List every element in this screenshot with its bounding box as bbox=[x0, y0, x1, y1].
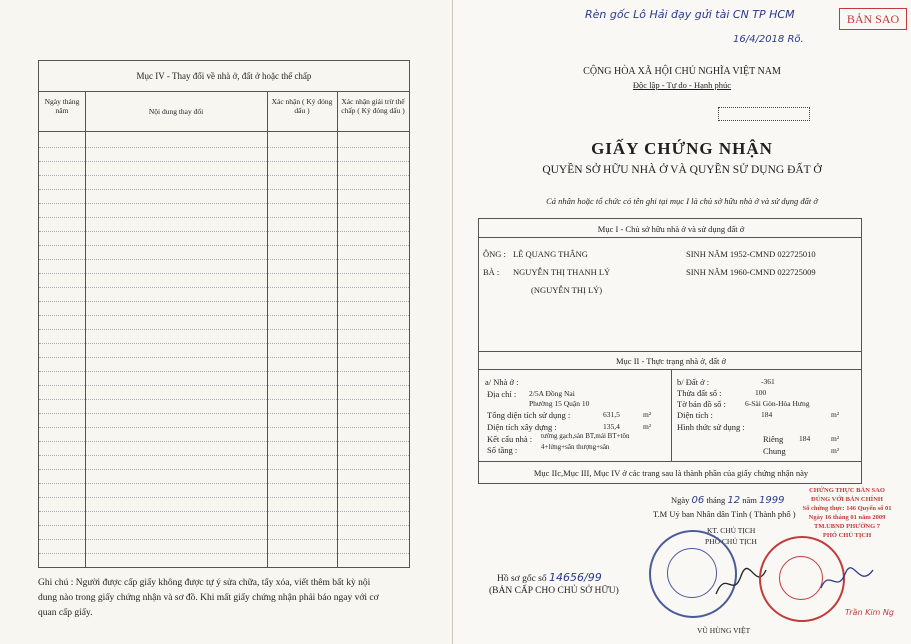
copy-stamp-line: PHÓ CHỦ TỊCH bbox=[822, 532, 872, 539]
total-area-value: 631,5 bbox=[603, 410, 620, 419]
signer-role2: PHÓ CHỦ TỊCH bbox=[705, 537, 757, 546]
signer-role1: KT. CHỦ TỊCH bbox=[707, 526, 756, 535]
land-area-label: Diện tích : bbox=[677, 410, 713, 420]
footer-note: Mục IIc,Mục III, Mục IV ở các trang sau là thành phần của giấy chứng nhận này bbox=[533, 468, 809, 478]
built-area-unit: m² bbox=[643, 422, 652, 431]
writing-rule bbox=[39, 399, 409, 400]
date-year: 1999 bbox=[759, 495, 785, 506]
owner1-info: SINH NĂM 1952-CMND 022725010 bbox=[686, 249, 816, 259]
built-area-label: Diện tích xây dựng : bbox=[487, 422, 557, 432]
writing-rule bbox=[39, 371, 409, 372]
issuer: T.M Uỷ ban Nhân dân Tỉnh ( Thành phố ) bbox=[653, 509, 796, 519]
shared-unit: m² bbox=[831, 446, 840, 455]
land-heading: b/ Đất ở : bbox=[677, 377, 710, 387]
writing-rule bbox=[39, 413, 409, 414]
address-line2: Phường 15 Quận 10 bbox=[529, 399, 590, 408]
copy-certification-stamp bbox=[785, 486, 909, 540]
use-label: Hình thức sử dụng : bbox=[677, 422, 745, 432]
land-area-value: 184 bbox=[761, 410, 773, 419]
file-number: 14656/99 bbox=[549, 571, 602, 584]
copy-signer: Trần Kim Ng bbox=[845, 608, 894, 617]
writing-rule bbox=[39, 301, 409, 302]
land-heading-value: -361 bbox=[761, 377, 775, 386]
writing-rule bbox=[39, 203, 409, 204]
writing-rule bbox=[39, 539, 409, 540]
col-mortgage-release: Xác nhận giải trừ thế chấp ( Ký đóng dấu ) bbox=[341, 97, 405, 115]
republic-header: CỘNG HÒA XÃ HỘI CHỦ NGHĨA VIỆT NAM bbox=[583, 66, 781, 77]
owner-info-box bbox=[478, 218, 862, 484]
writing-rule bbox=[39, 483, 409, 484]
cert-subtitle: QUYỀN SỞ HỮU NHÀ Ở VÀ QUYỀN SỬ DỤNG ĐẤT Ở bbox=[542, 164, 822, 176]
cert-title: GIẤY CHỨNG NHẬN bbox=[591, 139, 773, 158]
writing-rule bbox=[39, 385, 409, 386]
writing-rule bbox=[39, 455, 409, 456]
owner2-prefix: BÀ : bbox=[483, 267, 500, 277]
built-area-value: 135,4 bbox=[603, 422, 620, 431]
lot-label: Thửa đất số : bbox=[677, 388, 722, 398]
land-area-unit: m² bbox=[831, 410, 840, 419]
right-page bbox=[453, 0, 911, 644]
writing-rule bbox=[39, 273, 409, 274]
writing-rule bbox=[39, 231, 409, 232]
serial-box bbox=[718, 107, 810, 121]
structure-value: tường gạch,sàn BT,mái BT+tôn bbox=[541, 432, 630, 440]
writing-rule bbox=[39, 175, 409, 176]
note-line: Ghi chú : Người được cấp giấy không được tự ý sửa chữa, tẩy xóa, viết thêm bất kỳ nội bbox=[38, 578, 371, 588]
writing-rule bbox=[39, 343, 409, 344]
writing-rule bbox=[39, 497, 409, 498]
date-year-label: năm bbox=[742, 495, 757, 505]
note-line: dung nào trong giấy chứng nhận và sơ đồ. Khi mất giấy chứng nhận phải báo ngay với cơ bbox=[38, 593, 379, 603]
date-month: 12 bbox=[727, 495, 741, 506]
writing-rule bbox=[39, 357, 409, 358]
date-month-label: tháng bbox=[706, 495, 726, 505]
shared-label: Chung bbox=[763, 446, 786, 456]
floors-value: 4+lửng+sân thượng+sân bbox=[541, 443, 610, 451]
section-i-title: Mục I - Chủ sở hữu nhà ở và sử dụng đất ở bbox=[597, 224, 745, 234]
owner2-alias: (NGUYỄN THỊ LÝ) bbox=[531, 285, 603, 295]
col-confirm: Xác nhận ( Ký đóng dấu ) bbox=[271, 97, 333, 115]
left-page bbox=[0, 0, 453, 644]
handwritten-date: 16/4/2018 Rõ. bbox=[733, 34, 804, 45]
copy-stamp-line: CHỨNG THỰC BẢN SAO bbox=[809, 487, 885, 494]
date-prefix: Ngày bbox=[671, 495, 690, 505]
private-label: Riêng bbox=[763, 434, 784, 444]
writing-rule bbox=[39, 259, 409, 260]
file-number-row bbox=[497, 571, 602, 584]
owner2-info: SINH NĂM 1960-CMND 022725009 bbox=[686, 267, 816, 277]
house-heading: a/ Nhà ở : bbox=[485, 377, 519, 387]
col-date: Ngày tháng năm bbox=[44, 97, 80, 115]
signer-name: VŨ HÙNG VIỆT bbox=[697, 626, 751, 635]
writing-rule bbox=[39, 217, 409, 218]
writing-rule bbox=[39, 427, 409, 428]
writing-rule bbox=[39, 525, 409, 526]
copy-stamp-line: ĐÚNG VỚI BẢN CHÍNH bbox=[811, 496, 883, 503]
section-ii-title: Mục II - Thực trạng nhà ở, đất ở bbox=[616, 356, 726, 366]
lot-value: 100 bbox=[755, 388, 767, 397]
writing-rule bbox=[39, 315, 409, 316]
map-value: 6-Sài Gòn-Hòa Hưng bbox=[745, 399, 810, 408]
address-label: Địa chỉ : bbox=[487, 389, 517, 399]
private-unit: m² bbox=[831, 434, 840, 443]
copy-stamp-line: Số chứng thực: 146 Quyển số 01 bbox=[802, 505, 892, 512]
writing-rule bbox=[39, 245, 409, 246]
issue-date bbox=[671, 495, 785, 506]
writing-rule bbox=[39, 511, 409, 512]
owner1-prefix: ÔNG : bbox=[483, 249, 506, 259]
cert-intro: Cá nhân hoặc tổ chức có tên ghi tại mục I là chủ sở hữu nhà ở và sử dụng đất ở bbox=[546, 196, 818, 206]
structure-label: Kết cấu nhà : bbox=[487, 434, 533, 444]
ban-sao-stamp: BẢN SAO bbox=[839, 8, 907, 30]
owner2-name: NGUYỄN THỊ THANH LÝ bbox=[513, 267, 611, 277]
copy-note: (BẢN CẤP CHO CHỦ SỞ HỮU) bbox=[489, 586, 619, 596]
writing-rule bbox=[39, 469, 409, 470]
section-iv-title: Mục IV - Thay đổi về nhà ở, đất ở hoặc thế chấp bbox=[39, 61, 409, 92]
owner1-name: LÊ QUANG THẮNG bbox=[513, 249, 588, 259]
writing-rule bbox=[39, 441, 409, 442]
changes-table bbox=[38, 60, 410, 568]
private-value: 184 bbox=[799, 434, 811, 443]
writing-rule bbox=[39, 287, 409, 288]
writing-rule bbox=[39, 147, 409, 148]
copy-stamp-line: TM.UBND PHƯỜNG 7 bbox=[813, 523, 881, 530]
writing-rule bbox=[39, 189, 409, 190]
handwritten-note: Rèn gốc Lô Hải đạy gửi tài CN TP HCM bbox=[585, 8, 795, 21]
total-area-label: Tổng diện tích sử dụng : bbox=[487, 410, 571, 420]
col-content: Nội dung thay đổi bbox=[148, 107, 204, 116]
date-day: 06 bbox=[691, 495, 705, 506]
official-seal-inner bbox=[667, 548, 717, 598]
map-label: Tờ bản đồ số : bbox=[677, 399, 726, 409]
file-label: Hồ sơ gốc số bbox=[497, 574, 547, 584]
total-area-unit: m² bbox=[643, 410, 652, 419]
writing-rule bbox=[39, 329, 409, 330]
address-value: 2/5A Đồng Nai bbox=[529, 389, 575, 398]
copy-stamp-line: Ngày 16 tháng 01 năm 2009 bbox=[808, 514, 886, 521]
writing-rule bbox=[39, 161, 409, 162]
note bbox=[38, 576, 379, 621]
copy-signature bbox=[817, 560, 877, 600]
motto: Độc lập - Tự do - Hạnh phúc bbox=[632, 80, 732, 90]
floors-label: Số tầng : bbox=[487, 445, 518, 455]
note-line: quan cấp giấy. bbox=[38, 608, 93, 618]
writing-rule bbox=[39, 553, 409, 554]
